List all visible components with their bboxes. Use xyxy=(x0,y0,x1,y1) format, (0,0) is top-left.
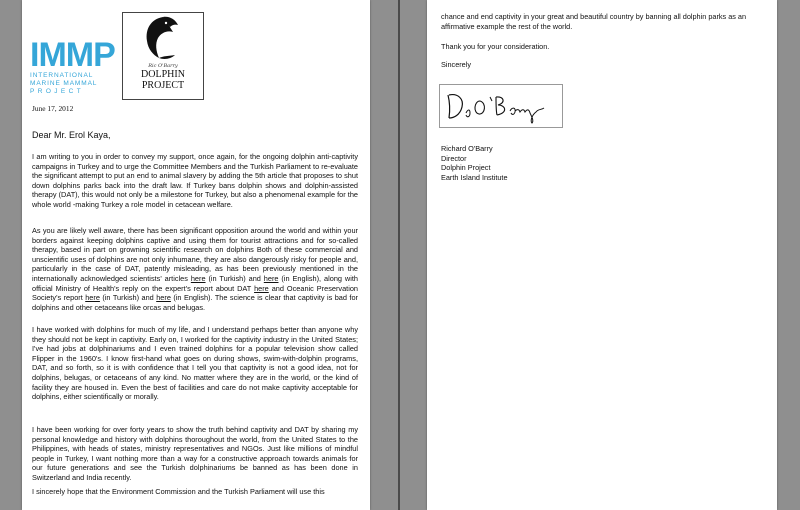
continuation-text: chance and end captivity in your great and beautiful country by banning all dolphin parks as an affirmative example the rest of the world. xyxy=(441,12,747,31)
letter-salutation: Dear Mr. Erol Kaya, xyxy=(32,130,111,140)
paragraph-2-text: (in Turkish) and xyxy=(205,273,264,283)
closing-text: Sincerely xyxy=(441,60,472,69)
signer-title: Director xyxy=(441,153,467,163)
immp-logo xyxy=(30,38,114,98)
article-link-english[interactable]: here xyxy=(263,273,279,283)
paragraph-2-text: (in English), along with official Ministry of Health's reply on the expert's report about DAT xyxy=(32,273,358,293)
dolphin-icon xyxy=(123,13,203,63)
paragraph-2-text: (in English). The science is clear that captivity is bad for dolphins and other cetaceans like orcas and belugas. xyxy=(32,293,358,312)
thanks-text: Thank you for your consideration. xyxy=(441,42,550,51)
signature-image xyxy=(439,84,563,128)
immp-logo-line1: INTERNATIONAL xyxy=(30,72,94,79)
article-link-turkish[interactable]: here xyxy=(190,273,206,283)
signature-block xyxy=(441,144,771,182)
paragraph-2 xyxy=(32,226,358,312)
ops-report-link-turkish[interactable]: here xyxy=(85,293,100,303)
paragraph-5: I sincerely hope that the Environment Commission and the Turkish Parliament will use this xyxy=(32,487,325,496)
dolphin-logo-signature: Ric O'Barry xyxy=(148,63,178,69)
signer-name: Richard O'Barry xyxy=(441,144,493,153)
ops-report-link-english[interactable]: here xyxy=(156,293,171,303)
immp-logo-initials: IMMP xyxy=(30,36,115,74)
paragraph-2-text: and Oceanic Preservation Society's report xyxy=(32,283,358,303)
letter-page-1 xyxy=(22,0,370,510)
ministry-report-link[interactable]: here xyxy=(254,283,269,293)
immp-logo-line2: MARINE MAMMAL xyxy=(30,80,98,87)
dolphin-project-logo xyxy=(122,12,204,100)
letter-date: June 17, 2012 xyxy=(32,104,74,113)
paragraph-2-text: As you are likely well aware, there has been significant opposition around the world and within your borders against keeping dolphins captive and using them for tourist attractions and for so-called therapy, based in part on growning scientific research on dolphins Both of these commercial and unscientific uses of dolphins are not only inhumane, they are also dangerously risky for people and, particularly in the case of DAT, patently misleading, as has been previously mentioned in the internationally acknowledged scientists' articles xyxy=(32,226,358,283)
dolphin-logo-text xyxy=(125,69,201,91)
paragraph-4: I have been working for over forty years to show the truth behind captivity and DAT by sharing my personal knowledge and history with dolphins thoroughout the world, from the United States to the Philippines, with heads of states, ministry representatives and NGOs. Just like millions of mindful people in Turkey, I want nothing more than a way for a constructive approach towards animals for our future generations and see the Turkish dolphinariums be banned as has been done in Switzerland and India recently. xyxy=(32,425,358,482)
signer-organization: Dolphin Project xyxy=(441,163,491,173)
signer-institute: Earth Island Institute xyxy=(441,172,508,182)
letter-page-2 xyxy=(427,0,777,510)
paragraph-3: I have worked with dolphins for much of my life, and I understand perhaps better than anyone why they should not be kept in captivity. Early on, I worked for the captivity industry in the United States; I've had jobs at dolphinariums and I even trained dolphins for a popular television show called Flipper in the 1960's. I know first-hand what goes on during shows, swim-with-dolphin programs, DAT, and so forth, so it is with confidence that I tell you that captivity is not a good idea, not for dolphins, belugas, or cetaceans of any kind. No matter where they are in the world, or the kind of facility they are housed in. Even the best of facilities and care do not make captivity acceptable for dolphins, either scientifically or morally. xyxy=(32,325,358,402)
handwritten-signature xyxy=(440,85,560,125)
dolphin-logo-line1: DOLPHIN xyxy=(141,69,185,80)
dolphin-logo-line2: PROJECT xyxy=(141,80,185,91)
page-divider xyxy=(398,0,400,510)
paragraph-2-text: (in Turkish) and xyxy=(99,293,157,303)
paragraph-1: I am writing to you in order to convey my support, once again, for the ongoing dolphin anti-captivity campaigns in Turkey and to urge the Committee Members and the Turkish Parliament to re-evaluate the significant attempt to put an end to animal slavery by adding the 5th article that proposes to shut down dolphins parks back into the draft law. If Turkey bans dolphin shows and dolphin-assisted therapy (DAT), this would not only be a milestone for Turkey, but also a phenomenal example for the whole world -making Turkey a role model in cetacean welfare. xyxy=(32,152,358,209)
immp-logo-line3: PROJECT xyxy=(30,88,85,95)
